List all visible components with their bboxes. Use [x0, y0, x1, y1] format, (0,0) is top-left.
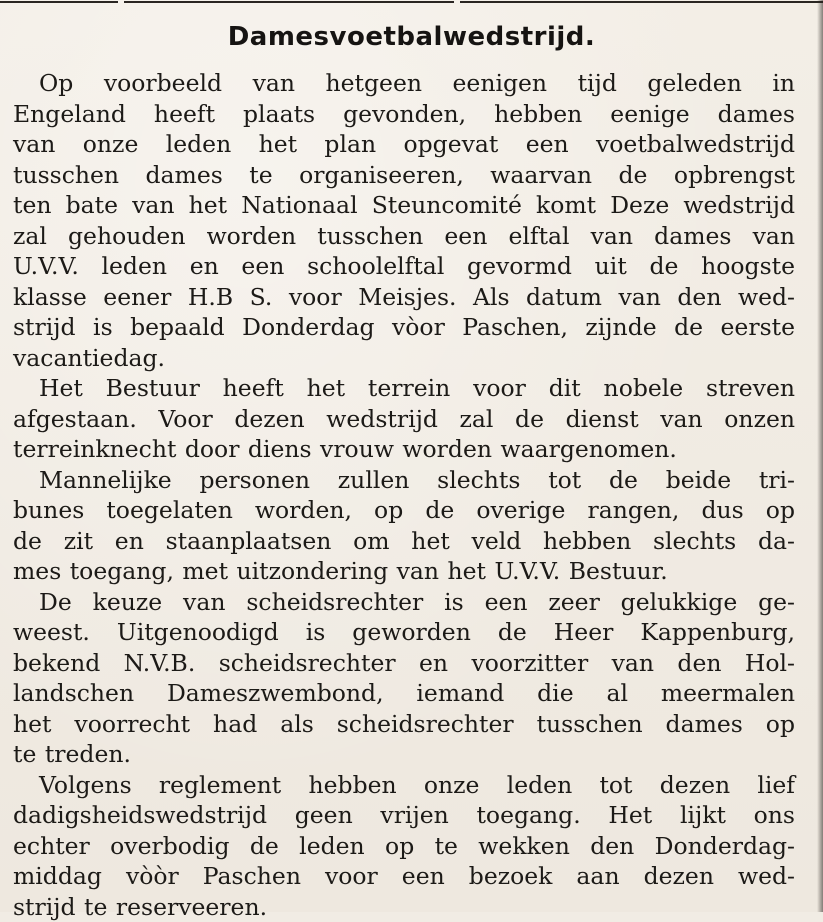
article-line: landschen Dameszwembond, iemand die al meermalen [13, 678, 795, 709]
article-line: vacantiedag. [13, 343, 795, 374]
article-line: Engeland heeft plaats gevonden, hebben eenige dames [13, 99, 795, 130]
article-line: De keuze van scheidsrechter is een zeer gelukkige ge- [13, 587, 795, 618]
article-line: middag vòòr Paschen voor een bezoek aan dezen wed- [13, 861, 795, 892]
article-line: Op voorbeeld van hetgeen eenigen tijd geleden in [13, 68, 795, 99]
rule-segment [124, 1, 454, 3]
article-line: van onze leden het plan opgevat een voetbalwedstrijd [13, 129, 795, 160]
article-line: Het Bestuur heeft het terrein voor dit nobele streven [13, 373, 795, 404]
article-line: klasse eener H.B S. voor Meisjes. Als datum van den wed- [13, 282, 795, 313]
article-line: Volgens reglement hebben onze leden tot dezen lief [13, 770, 795, 801]
article-line: U.V.V. leden en een schoolelftal gevormd uit de hoogste [13, 251, 795, 282]
article-line: echter overbodig de leden op te wekken den Donderdag- [13, 831, 795, 862]
rule-segment [0, 1, 118, 3]
article-line: strijd is bepaald Donderdag vòor Paschen, zijnde de eerste [13, 312, 795, 343]
article-body [13, 68, 795, 922]
article-line: Mannelijke personen zullen slechts tot de beide tri- [13, 465, 795, 496]
article-line: het voorrecht had als scheidsrechter tusschen dames op [13, 709, 795, 740]
article-line: bunes toegelaten worden, op de overige rangen, dus op [13, 495, 795, 526]
article-line: mes toegang, met uitzondering van het U.V.V. Bestuur. [13, 556, 795, 587]
page-edge-shadow [817, 0, 823, 912]
top-column-rule [0, 0, 823, 8]
article-line: de zit en staanplaatsen om het veld hebben slechts da- [13, 526, 795, 557]
article-title: Damesvoetbalwedstrijd. [0, 20, 823, 54]
article-line: weest. Uitgenoodigd is geworden de Heer Kappenburg, [13, 617, 795, 648]
article-line: dadigsheidswedstrijd geen vrijen toegang. Het lijkt ons [13, 800, 795, 831]
article-line: bekend N.V.B. scheidsrechter en voorzitter van den Hol- [13, 648, 795, 679]
article-line: terreinknecht door diens vrouw worden waargenomen. [13, 434, 795, 465]
article-line: zal gehouden worden tusschen een elftal van dames van [13, 221, 795, 252]
article-line: strijd te reserveeren. [13, 892, 795, 922]
article-line: afgestaan. Voor dezen wedstrijd zal de dienst van onzen [13, 404, 795, 435]
rule-segment [460, 1, 823, 3]
article-line: tusschen dames te organiseeren, waarvan de opbrengst [13, 160, 795, 191]
article-line: te treden. [13, 739, 795, 770]
article-line: ten bate van het Nationaal Steuncomité komt Deze wedstrijd [13, 190, 795, 221]
